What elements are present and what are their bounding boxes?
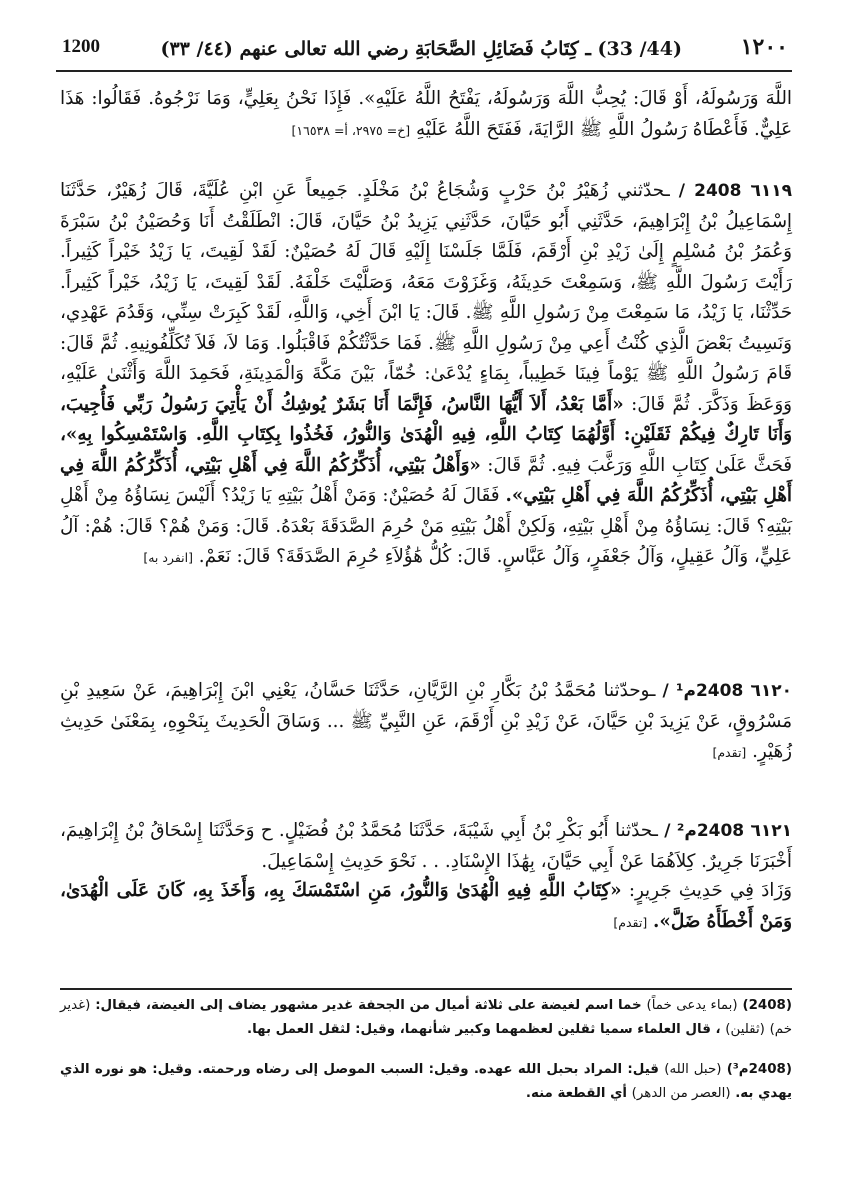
footnote-2408 bbox=[60, 994, 792, 1042]
narration-verb: ـحدّثنا bbox=[614, 820, 658, 841]
hadith-6121 bbox=[60, 816, 792, 877]
hadith-number-latin: 2408م¹ / bbox=[662, 681, 744, 701]
footnote-text: قيل: المراد بحبل الله عهده. وقيل: السبب الموصل إلى رضاه ورحمته. وقيل: هو نوره الذي يهدي به. bbox=[60, 1062, 792, 1101]
addition-intro: وَزَادَ فِي حَدِيثِ جَرِيرٍ: bbox=[628, 880, 793, 901]
page-number-arabic: ١٢٠٠ bbox=[740, 34, 788, 60]
hadith-text: أَبُو بَكْرِ بْنُ أَبِي شَيْبَةَ، حَدَّثَنَا مُحَمَّدُ بْنُ فُضَيْلٍ. ح وَحَدَّثَنَا إِسْحَاقُ بْنُ إِبْرَاهِيمَ، أَخْبَرَنَا جَرِيرٌ. كِلاَهُمَا عَنْ أَبِي حَيَّانَ، بِهَٰذَا الإِسْنَادِ. . . نَحْوَ حَدِيثِ إِسْمَاعِيلَ. bbox=[60, 820, 792, 872]
footnote-term: (العصر من الدهر) bbox=[631, 1086, 731, 1101]
page-header bbox=[56, 36, 792, 70]
narration-verb: ـحدّثني bbox=[617, 180, 670, 201]
footnote-term: (ثقلين) bbox=[725, 1022, 765, 1037]
footnote-term: (غدير خم) bbox=[60, 998, 792, 1037]
hadith-text: زُهَيْرُ بْنُ حَرْبٍ وَشُجَاعُ بْنُ مَخْلَدٍ. جَمِيعاً عَنِ ابْنِ عُلَيَّةَ، قَالَ زُهَيْرٌ، حَدَّثَنَا إِسْمَاعِيلُ بْنُ إِبْرَاهِيمَ، حَدَّثَنِي أَبُو حَيَّانَ، حَدَّثَنِي يَزِيدُ بْنُ حَيَّانَ، قَالَ: انْطَلَقْتُ أَنَا وَحُصَيْنُ بْنُ سَبْرَةَ وَعُمَرُ بْنُ مُسْلِمٍ إِلَىٰ زَيْدِ بْنِ أَرْقَمَ، فَلَمَّا جَلَسْنَا إِلَيْهِ قَالَ لَهُ حُصَيْنٌ: لَقَدْ لَقِيتَ، يَا زَيْدُ خَيْراً كَثِيراً. رَأَيْتَ رَسُولَ اللَّهِ ﷺ، وَسَمِعْتَ حَدِيثَهُ، وَغَزَوْتَ مَعَهُ، وَصَلَّيْتَ خَلْفَهُ. لَقَدْ لَقِيتَ، يَا زَيْدُ، خَيْراً كَثِيراً. حَدِّثْنَا، يَا زَيْدُ، مَا سَمِعْتَ مِنْ رَسُولِ اللَّهِ ﷺ. قَالَ: يَا ابْنَ أَخِي، وَاللَّهِ، لَقَدْ كَبِرَتْ سِنِّي، وَقَدُمَ عَهْدِي، وَنَسِيتُ بَعْضَ الَّذِي كُنْتُ أَعِي مِنْ رَسُولِ اللَّهِ ﷺ. فَمَا حَدَّثْتُكُمْ فَاقْبَلُوا. وَمَا لاَ، فَلاَ تُكَلِّفُونِيهِ. ثُمَّ قَالَ: قَامَ رَسُولُ اللَّهِ ﷺ يَوْماً فِينَا خَطِيباً، بِمَاءٍ يُدْعَىٰ: خُمّاً، بَيْنَ مَكَّةَ وَالْمَدِينَةِ، فَحَمِدَ اللَّهَ وَأَثْنَىٰ عَلَيْهِ، وَوَعَظَ وَذَكَّرَ. ثُمَّ قَالَ: bbox=[60, 180, 792, 415]
page-number-latin: 1200 bbox=[62, 36, 100, 57]
footnote-term: (بماء يدعى خماً) bbox=[646, 998, 738, 1013]
running-title: (44/ 33) ـ كِتَابُ فَضَائِلِ الصَّحَابَةِ رضي الله تعالى عنهم (٤٤/ ٣٣) bbox=[160, 38, 682, 60]
prophet-quote: «أَمَّا بَعْدُ، أَلاَ أَيُّهَا النَّاسُ، فَإِنَّمَا أَنَا بَشَرٌ يُوشِكُ أَنْ يَأْتِيَ رَسُولُ رَبِّي فَأُجِيبَ، وَأَنَا تَارِكٌ فِيكُمْ ثَقَلَيْنِ: أَوَّلُهُمَا كِتَابُ اللَّهِ، فِيهِ الْهُدَىٰ وَالنُّورُ، فَخُذُوا بِكِتَابِ اللَّهِ. وَاسْتَمْسِكُوا بِهِ»، bbox=[60, 393, 792, 445]
narration-verb: ـوحدّثنا bbox=[603, 680, 656, 701]
footnote-text: خما اسم لغيضة على ثلاثة أميال من الجحفة غدير مشهور يضاف إلى الغيضة، فيقال: bbox=[95, 998, 642, 1013]
footnote-text: أي القطعة منه. bbox=[525, 1086, 627, 1101]
hadith-number-arabic: ٦١٢٠ bbox=[750, 681, 792, 701]
hadith-number-arabic: ٦١١٩ bbox=[750, 181, 793, 201]
hadith-6120 bbox=[60, 676, 792, 769]
reference: [تقدم] bbox=[613, 914, 648, 930]
reference: [انفرد به] bbox=[143, 550, 193, 565]
prophet-quote-ahl-bayt: «وَأَهْلُ بَيْتِي، أُذَكِّرُكُمُ اللَّهَ فِي أَهْلِ بَيْتِي، أُذَكِّرُكُمُ اللَّهَ فِي أَهْلِ بَيْتِي، أُذَكِّرُكُمُ اللَّهَ فِي أَهْلِ بَيْتِي». bbox=[60, 454, 792, 506]
footnote-label: (2408م³) bbox=[726, 1062, 792, 1077]
footnote-label: (2408) bbox=[742, 998, 792, 1013]
hadith-text: اللَّهَ وَرَسُولَهُ، أَوْ قَالَ: يُحِبُّ اللَّهَ وَرَسُولَهُ، يَفْتَحُ اللَّهُ عَلَيْهِ». فَإِذَا نَحْنُ بِعَلِيٍّ، وَمَا نَرْجُوهُ. فَقَالُوا: هَذَا عَلِيٌّ. فَأَعْطَاهُ رَسُولُ اللَّهِ ﷺ الرَّايَةَ، فَفَتَحَ اللَّهُ عَلَيْهِ bbox=[60, 88, 792, 140]
hadith-6121-addition bbox=[60, 876, 792, 938]
hadith-number-latin: 2408 / bbox=[678, 181, 742, 201]
hadith-text-end: فَقَالَ لَهُ حُصَيْنٌ: وَمَنْ أَهْلُ بَيْتِهِ يَا زَيْدُ؟ أَلَيْسَ نِسَاؤُهُ مِنْ أَهْلِ بَيْتِهِ؟ قَالَ: نِسَاؤُهُ مِنْ أَهْلِ بَيْتِهِ، وَلَكِنْ أَهْلُ بَيْتِهِ مَنْ حُرِمَ الصَّدَقَةَ بَعْدَهُ. قَالَ: وَمَنْ هُمْ؟ قَالَ: هُمْ: آلُ عَلِيٍّ، وَآلُ عَقِيلٍ، وَآلُ جَعْفَرٍ، وَآلُ عَبَّاسٍ. قَالَ: كُلُّ هَٰؤُلاَءِ حُرِمَ الصَّدَقَةَ؟ قَالَ: نَعَمْ. bbox=[60, 485, 792, 567]
prophet-quote: «كِتَابُ اللَّهِ فِيهِ الْهُدَىٰ وَالنُّورُ، مَنِ اسْتَمْسَكَ بِهِ، وَأَخَذَ بِهِ، كَانَ عَلَى الْهُدَىٰ، وَمَنْ أَخْطَأَهُ ضَلَّ». bbox=[60, 880, 792, 932]
hadith-number-latin: 2408م² / bbox=[664, 821, 745, 841]
footnote-2408m3 bbox=[60, 1058, 792, 1106]
footnote-text: ، قال العلماء سميا ثقلين لعظمهما وكبير شأنهما، وقيل: لثقل العمل بها. bbox=[247, 1022, 721, 1037]
hadith-continuation bbox=[60, 84, 792, 146]
hadith-number-arabic: ٦١٢١ bbox=[750, 821, 792, 841]
footnote-divider bbox=[60, 988, 792, 990]
hadith-6119 bbox=[60, 176, 792, 574]
hadith-text-continued: فَحَثَّ عَلَىٰ كِتَابِ اللَّهِ وَرَغَّبَ فِيهِ. ثُمَّ قَالَ: bbox=[487, 454, 792, 476]
header-divider bbox=[56, 70, 792, 72]
reference: [تقدم] bbox=[712, 745, 747, 760]
reference: [خ= ٢٩٧٥، أ= ١٦٥٣٨] bbox=[291, 122, 411, 138]
hadith-text: مُحَمَّدُ بْنُ بَكَّارِ بْنِ الرَّيَّانِ، حَدَّثَنَا حَسَّانُ، يَعْنِي ابْنَ إِبْرَاهِيمَ، عَنْ سَعِيدِ بْنِ مَسْرُوقٍ، عَنْ يَزِيدَ بْنِ حَيَّانَ، عَنْ زَيْدِ بْنِ أَرْقَمَ، عَنِ النَّبِيِّ ﷺ ... وَسَاقَ الْحَدِيثَ بِنَحْوِهِ، بِمَعْنَىٰ حَدِيثِ زُهَيْرٍ. bbox=[60, 680, 792, 762]
footnote-term: (حبل الله) bbox=[664, 1062, 722, 1077]
